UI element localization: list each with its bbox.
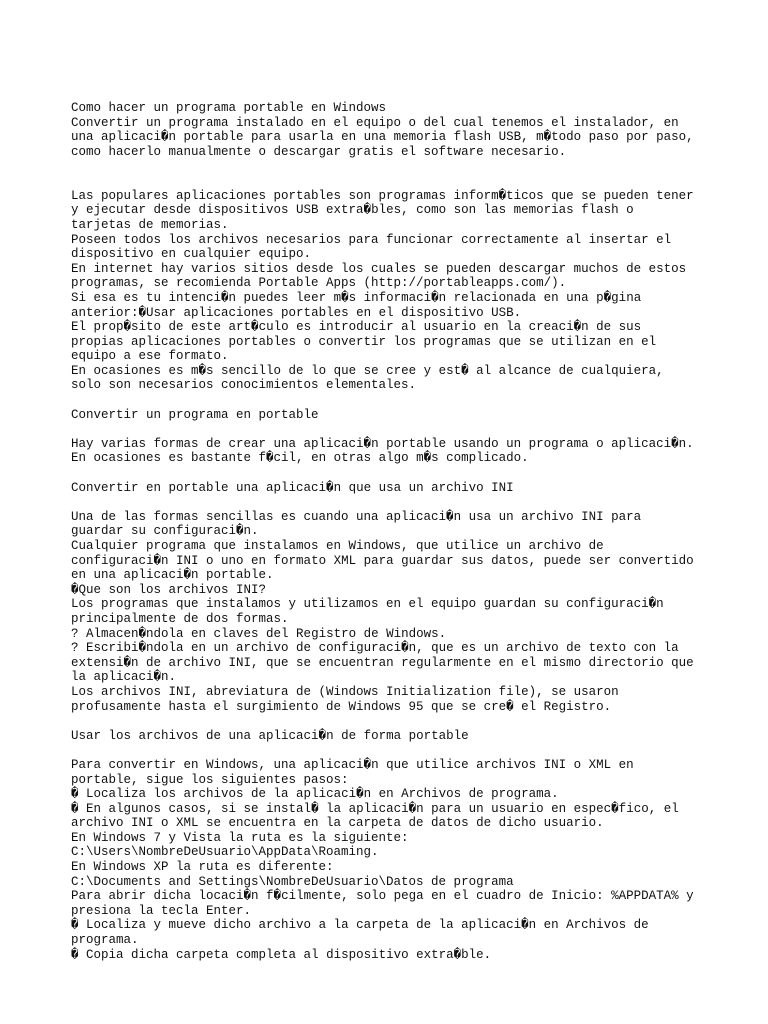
text-line: � En algunos casos, si se instal� la aplicaci�n para un usuario en espec�fico, el [71, 801, 679, 816]
blank-line [71, 160, 728, 175]
text-line: Usar los archivos de una aplicaci�n de forma portable [71, 728, 469, 743]
text-line: anterior:�Usar aplicaciones portables en el dispositivo USB. [71, 305, 522, 320]
text-line: Los programas que instalamos y utilizamos en el equipo guardan su configuraci�n [71, 597, 664, 612]
text-line: En Windows XP la ruta es diferente: [71, 860, 334, 875]
text-line: tarjetas de memorias. [71, 217, 229, 232]
blank-line [71, 422, 728, 437]
document-body [71, 101, 728, 962]
text-line: programa. [71, 933, 139, 948]
text-line: En ocasiones es bastante f�cil, en otras algo m�s complicado. [71, 451, 529, 466]
text-line: ? Almacen�ndola en claves del Registro de Windows. [71, 626, 447, 641]
text-line: En ocasiones es m�s sencillo de lo que se cree y est� al alcance de cualquiera, [71, 363, 664, 378]
text-line: Los archivos INI, abreviatura de (Windows Initialization file), se usaron [71, 684, 619, 699]
blank-line [71, 743, 728, 758]
text-line: Como hacer un programa portable en Windows [71, 101, 387, 116]
text-line: equipo a ese formato. [71, 349, 229, 364]
blank-line [71, 174, 728, 189]
text-line: propias aplicaciones portables o convertir los programas que se utilizan en el [71, 334, 657, 349]
text-line: Si esa es tu intenci�n puedes leer m�s informaci�n relacionada en una p�gina [71, 290, 642, 305]
text-line: la aplicaci�n. [71, 670, 177, 685]
text-line: C:\Documents and Settings\NombreDeUsuario\Datos de programa [71, 874, 514, 889]
text-line: El prop�sito de este art�culo es introducir al usuario en la creaci�n de sus [71, 320, 642, 335]
blank-line [71, 466, 728, 481]
text-line: programas, se recomienda Portable Apps (http://portableapps.com/). [71, 276, 567, 291]
text-line: � Copia dicha carpeta completa al dispositivo extra�ble. [71, 947, 492, 962]
text-line: una aplicaci�n portable para usarla en una memoria flash USB, m�todo paso por paso, [71, 130, 694, 145]
text-line: � Localiza y mueve dicho archivo a la carpeta de la aplicaci�n en Archivos de [71, 918, 649, 933]
text-line: en una aplicaci�n portable. [71, 568, 274, 583]
text-line: Cualquier programa que instalamos en Windows, que utilice un archivo de [71, 539, 604, 553]
text-line: Una de las formas sencillas es cuando una aplicaci�n usa un archivo INI para [71, 509, 642, 524]
text-line: ? Escribi�ndola en un archivo de configuraci�n, que es un archivo de texto con la [71, 641, 679, 656]
text-line: portable, sigue los siguientes pasos: [71, 772, 349, 787]
text-line: configuraci�n INI o uno en formato XML para guardar sus datos, puede ser convertido [71, 553, 694, 568]
text-line: En internet hay varios sitios desde los cuales se pueden descargar muchos de estos [71, 261, 687, 276]
text-line: Hay varias formas de crear una aplicaci�n portable usando un programa o aplicaci�n. [71, 436, 694, 451]
text-line: �Que son los archivos INI? [71, 582, 267, 597]
text-line: Las populares aplicaciones portables son programas inform�ticos que se pueden tener [71, 188, 694, 203]
text-line: C:\Users\NombreDeUsuario\AppData\Roaming. [71, 845, 379, 860]
text-line: presiona la tecla Enter. [71, 903, 252, 918]
text-line: como hacerlo manualmente o descargar gratis el software necesario. [71, 144, 567, 159]
text-line: Poseen todos los archivos necesarios para funcionar correctamente al insertar el [71, 232, 672, 247]
text-line: guardar su configuraci�n. [71, 524, 259, 539]
text-line: extensi�n de archivo INI, que se encuentran regularmente en el mismo directorio que [71, 655, 694, 670]
text-line: dispositivo en cualquier equipo. [71, 247, 312, 262]
text-line: principalmente de dos formas. [71, 611, 289, 626]
text-line: Convertir un programa en portable [71, 407, 319, 422]
blank-line [71, 495, 728, 510]
text-line: Convertir un programa instalado en el equipo o del cual tenemos el instalador, en [71, 115, 679, 130]
text-line: solo son necesarios conocimientos elementales. [71, 378, 417, 393]
text-line: Para convertir en Windows, una aplicaci�n que utilice archivos INI o XML en [71, 757, 634, 772]
text-line: y ejecutar desde dispositivos USB extra�bles, como son las memorias flash o [71, 203, 634, 218]
blank-line [71, 714, 728, 729]
text-line: � Localiza los archivos de la aplicaci�n en Archivos de programa. [71, 787, 559, 802]
text-line: Convertir en portable una aplicaci�n que usa un archivo INI [71, 480, 514, 495]
text-line: En Windows 7 y Vista la ruta es la siguiente: [71, 830, 409, 845]
blank-line [71, 393, 728, 408]
text-line: archivo INI o XML se encuentra en la carpeta de datos de dicho usuario. [71, 816, 604, 831]
text-line: profusamente hasta el surgimiento de Windows 95 que se cre� el Registro. [71, 699, 612, 714]
text-line: Para abrir dicha locaci�n f�cilmente, solo pega en el cuadro de Inicio: %APPDATA% y [71, 889, 694, 904]
